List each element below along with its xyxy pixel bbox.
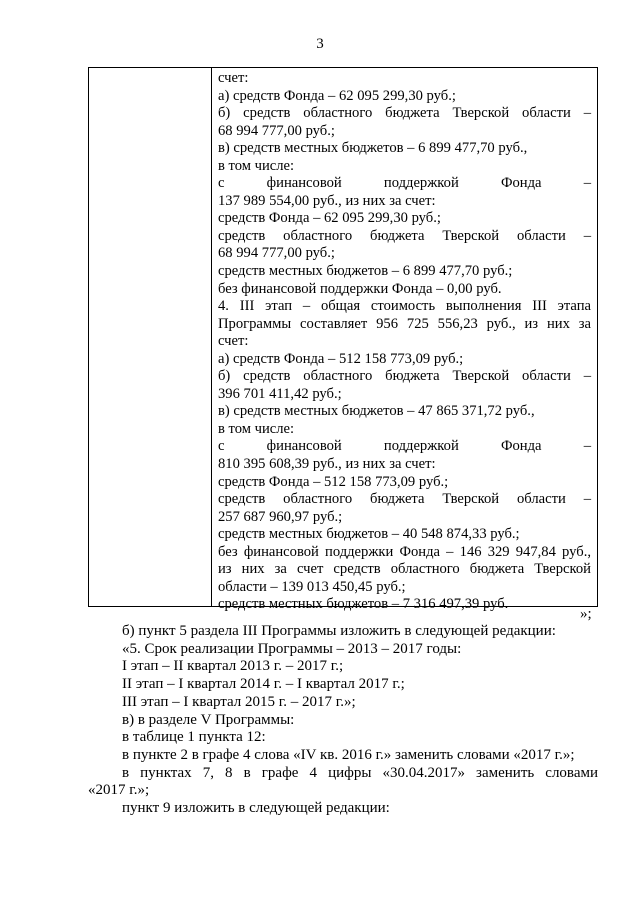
body-line: в) в разделе V Программы: — [122, 711, 295, 728]
cell-line: Программы составляет 956 725 556,23 руб., из них за — [218, 315, 591, 332]
cell-line: с финансовой поддержкой Фонда – — [218, 438, 591, 455]
cell-line: с финансовой поддержкой Фонда – — [218, 175, 591, 192]
body-line: пункт 9 изложить в следующей редакции: — [122, 800, 390, 817]
body-text — [88, 623, 598, 818]
cell-line: средств местных бюджетов – 6 899 477,70 руб.; — [218, 263, 513, 280]
cell-line: средств местных бюджетов – 7 316 497,39 руб. — [218, 596, 509, 613]
cell-line: из них за счет средств областного бюджета Тверской — [218, 561, 591, 578]
table-frame — [88, 67, 598, 613]
cell-line: средств местных бюджетов – 40 548 874,33 руб.; — [218, 526, 520, 543]
cell-line: 68 994 777,00 руб.; — [218, 122, 335, 139]
body-line: III этап – I квартал 2015 г. – 2017 г.»; — [122, 693, 356, 710]
body-line: б) пункт 5 раздела III Программы изложить в следующей редакции: — [122, 623, 556, 639]
table-cell-text — [218, 70, 591, 614]
cell-line: б) средств областного бюджета Тверской области – — [218, 105, 591, 122]
cell-line: без финансовой поддержки Фонда – 146 329 947,84 руб., — [218, 543, 591, 560]
cell-line: в) средств местных бюджетов – 6 899 477,70 руб., — [218, 140, 528, 157]
body-line: I этап – II квартал 2013 г. – 2017 г.; — [122, 658, 344, 675]
body-line: в пункте 2 в графе 4 слова «IV кв. 2016 г.» заменить словами «2017 г.»; — [122, 746, 575, 763]
cell-line: области – 139 013 450,45 руб.; — [218, 578, 406, 595]
cell-line: счет: — [218, 333, 249, 350]
cell-line: а) средств Фонда – 512 158 773,09 руб.; — [218, 350, 464, 367]
cell-line: средств областного бюджета Тверской области – — [218, 227, 591, 244]
cell-line: 4. III этап – общая стоимость выполнения III этапа — [218, 298, 591, 315]
cell-line: средств Фонда – 512 158 773,09 руб.; — [218, 473, 449, 490]
cell-line: в том числе: — [218, 420, 295, 437]
cell-line: средств областного бюджета Тверской области – — [218, 491, 591, 508]
body-line: «5. Срок реализации Программы – 2013 – 2017 годы: — [122, 640, 462, 657]
cell-line: 396 701 411,42 руб.; — [218, 385, 342, 402]
body-line: II этап – I квартал 2014 г. – I квартал 2017 г.; — [122, 676, 405, 693]
page-number: 3 — [316, 36, 324, 52]
cell-line: без финансовой поддержки Фонда – 0,00 руб. — [218, 280, 502, 297]
cell-line: в том числе: — [218, 157, 295, 174]
closing-quote: »; — [580, 606, 592, 622]
cell-line: счет: — [218, 70, 249, 86]
cell-line: 810 395 608,39 руб., из них за счет: — [218, 456, 436, 473]
cell-line: а) средств Фонда – 62 095 299,30 руб.; — [218, 87, 456, 104]
cell-line: 68 994 777,00 руб.; — [218, 245, 335, 262]
cell-line: 137 989 554,00 руб., из них за счет: — [218, 192, 436, 209]
cell-line: 257 687 960,97 руб.; — [218, 508, 343, 525]
body-line: в пунктах 7, 8 в графе 4 цифры «30.04.2017» заменить словами — [122, 764, 598, 781]
cell-line: средств Фонда – 62 095 299,30 руб.; — [218, 210, 441, 227]
body-line: «2017 г.»; — [88, 782, 150, 799]
cell-line: в) средств местных бюджетов – 47 865 371,72 руб., — [218, 403, 535, 420]
table-column-divider — [211, 68, 212, 606]
body-line: в таблице 1 пункта 12: — [122, 729, 266, 746]
cell-line: б) средств областного бюджета Тверской области – — [218, 368, 591, 385]
